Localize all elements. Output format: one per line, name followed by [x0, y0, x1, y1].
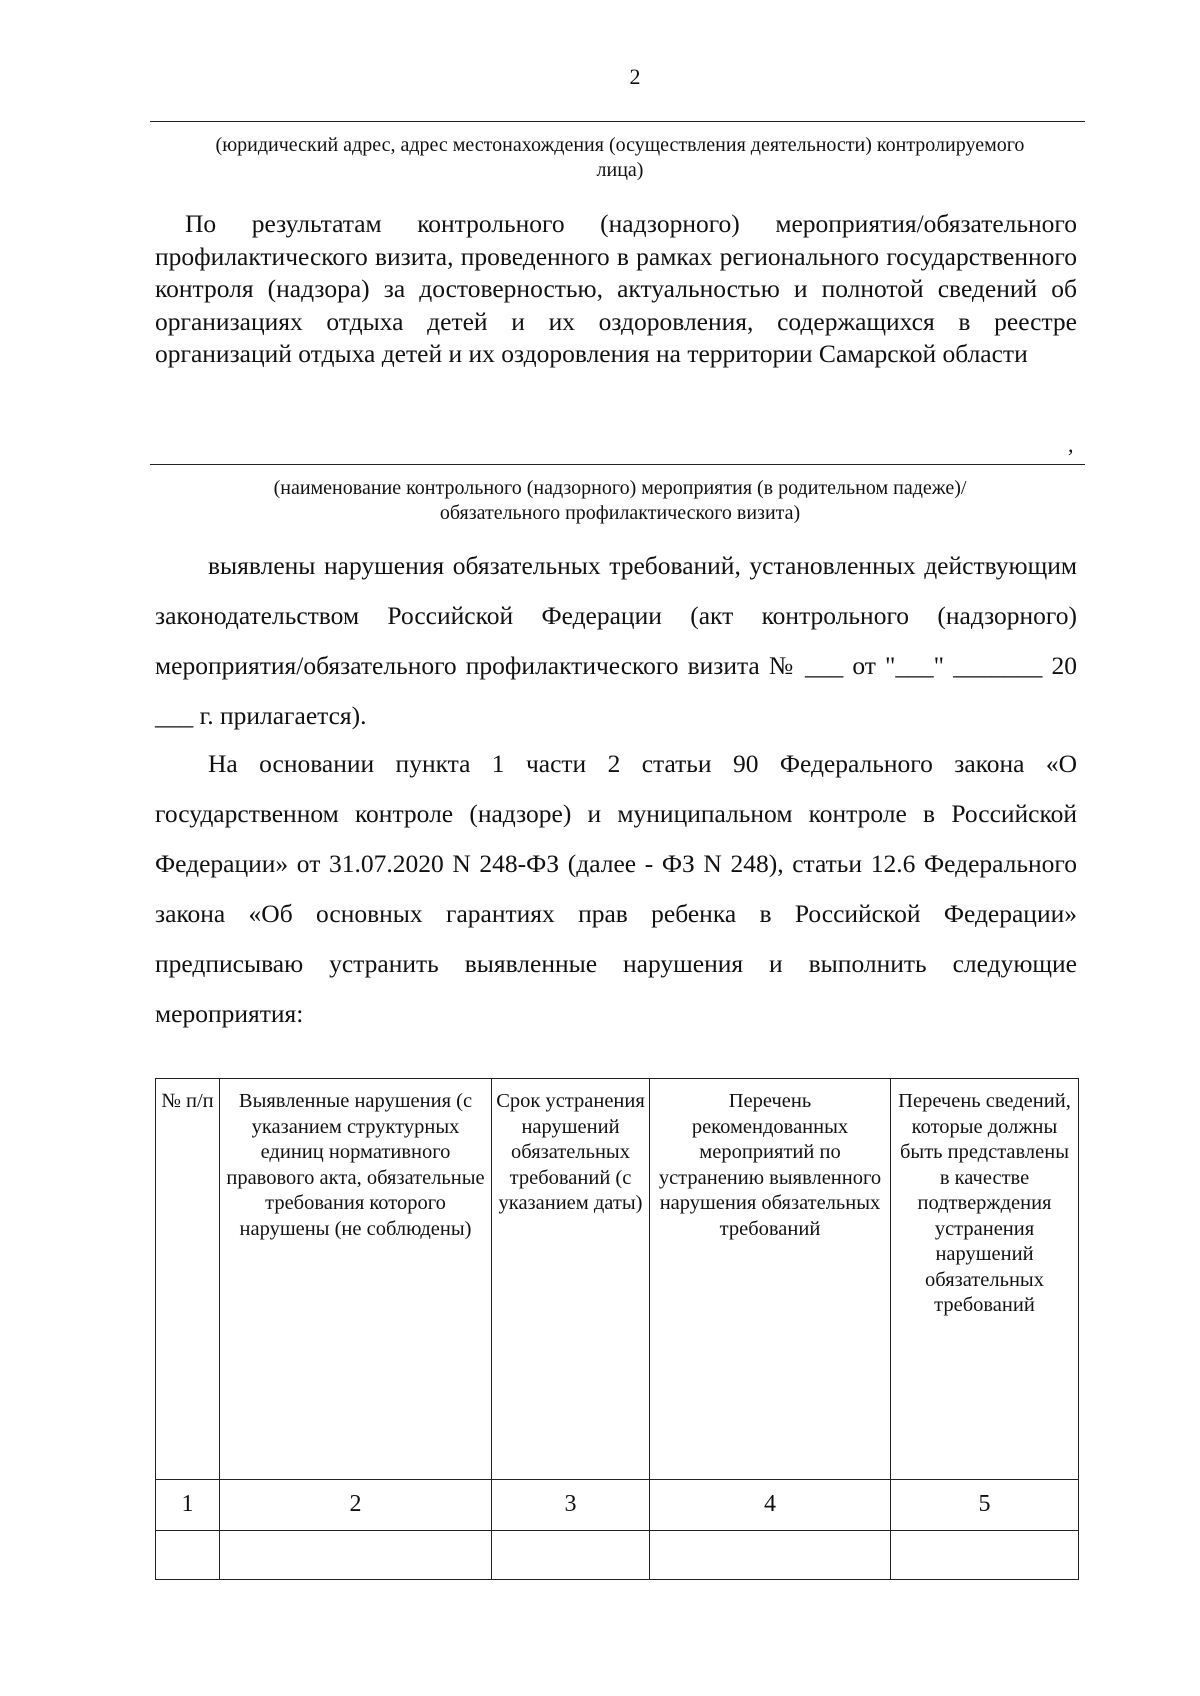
empty-cell	[492, 1531, 650, 1580]
column-number: 3	[492, 1480, 650, 1531]
table-row	[156, 1531, 1079, 1580]
header-number: № п/п	[156, 1079, 220, 1480]
empty-cell	[220, 1531, 492, 1580]
address-line	[150, 121, 1085, 122]
header-violations: Выявленные нарушения (с указанием структурных единиц нормативного правового акта, обязательные требования которого нарушены (не соблюдены)	[220, 1079, 492, 1480]
column-number: 5	[891, 1480, 1079, 1531]
event-caption: (наименование контрольного (надзорного) мероприятия (в родительном падеже)/обязательного профилактического визита)	[273, 477, 967, 524]
empty-cell	[650, 1531, 891, 1580]
intro-paragraph	[155, 208, 1077, 371]
page-number: 2	[629, 64, 641, 89]
event-name-line	[150, 464, 1085, 465]
header-measures: Перечень рекомендованных мероприятий по устранению выявленного нарушения обязательных требований	[650, 1079, 891, 1480]
column-number: 2	[220, 1480, 492, 1531]
empty-cell	[156, 1531, 220, 1580]
header-evidence: Перечень сведений, которые должны быть представлены в качестве подтверждения устранения нарушений обязательных требований	[891, 1079, 1079, 1480]
empty-cell	[891, 1531, 1079, 1580]
intro-paragraph-text: По результатам контрольного (надзорного) мероприятия/обязательного профилактического визита, проведенного в рамках регионального государственного контроля (надзора) за достоверностью, актуальностью и полнотой сведений об организациях отдыха детей и их оздоровления, содержащихся в реестре организаций отдыха детей и их оздоровления на территории Самарской области	[155, 209, 1077, 368]
address-caption: (юридический адрес, адрес местонахождения (осуществления деятельности) контролируемого лица)	[215, 134, 1025, 181]
table-header-row	[156, 1079, 1079, 1480]
column-number: 4	[650, 1480, 891, 1531]
column-number: 1	[156, 1480, 220, 1531]
order-paragraph	[155, 739, 1077, 1039]
order-paragraph-text: На основании пункта 1 части 2 статьи 90 Федерального закона «О государственном контроле (надзоре) и муниципальном контроле в Российской Федерации» от 31.07.2020 N 248-ФЗ (далее - ФЗ N 248), статьи 12.6 Федерального закона «Об основных гарантиях прав ребенка в Российской Федерации» предписываю устранить выявленные нарушения и выполнить следующие мероприятия:	[155, 749, 1077, 1028]
table-numbering-row	[156, 1480, 1079, 1531]
header-deadline: Срок устранения нарушений обязательных требований (с указанием даты)	[492, 1079, 650, 1480]
line-end-comma: ,	[1068, 432, 1074, 457]
requirements-table	[155, 1078, 1079, 1580]
violations-paragraph	[155, 541, 1077, 741]
violations-paragraph-text: выявлены нарушения обязательных требований, установленных действующим законодательством Российской Федерации (акт контрольного (надзорного) мероприятия/обязательного профилактического визита № ___ от "___" _______ 20 ___ г. прилагается).	[155, 551, 1077, 730]
